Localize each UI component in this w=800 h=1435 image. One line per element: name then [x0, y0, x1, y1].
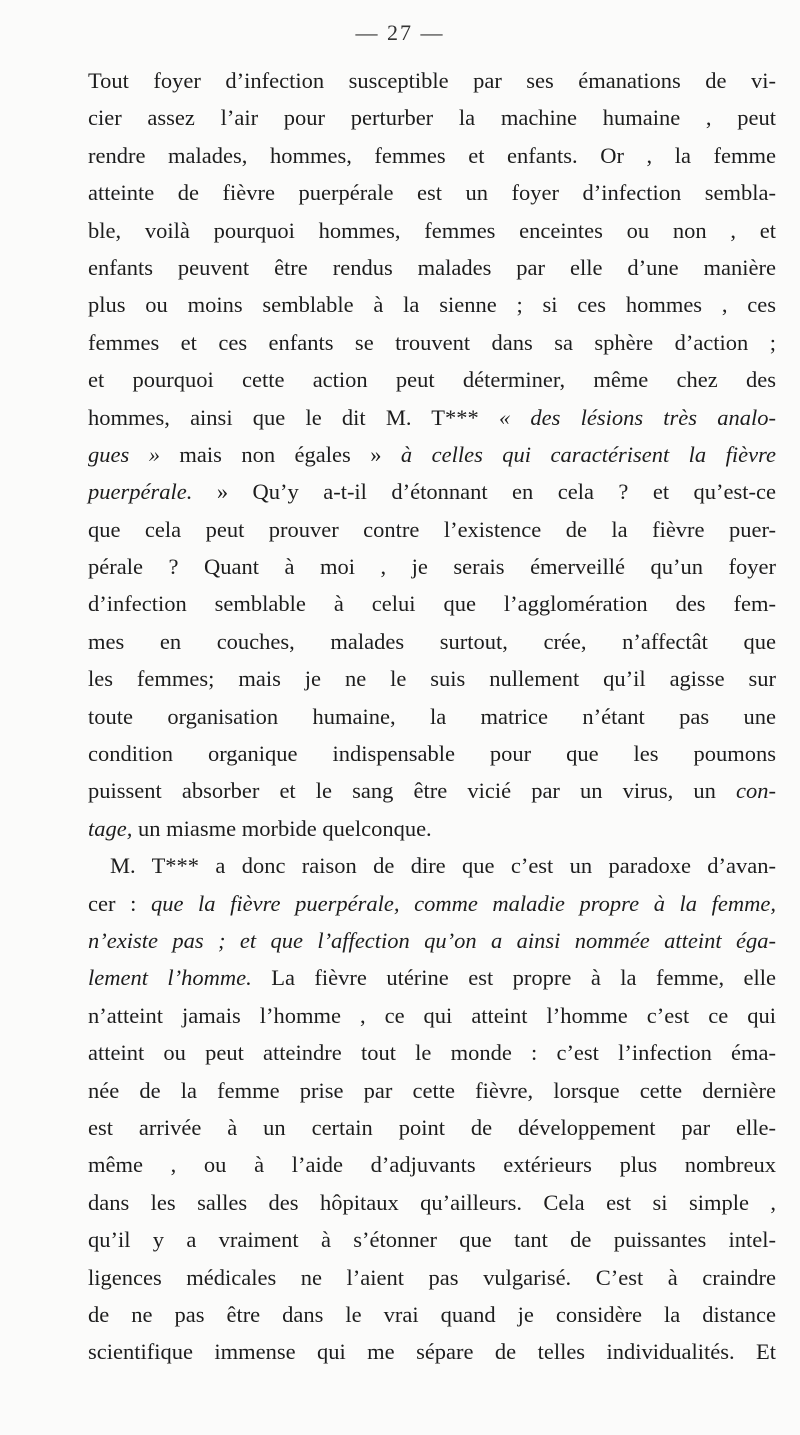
text-segment: née de la femme prise par cette fièvre, lorsque cette dernière	[88, 1077, 776, 1103]
text-line	[88, 1333, 776, 1370]
text-line	[88, 99, 776, 136]
text-line	[88, 361, 776, 398]
body-text	[88, 62, 776, 1371]
text-segment: rendre malades, hommes, femmes et enfants. Or , la femme	[88, 142, 776, 168]
text-segment: ligences médicales ne l’aient pas vulgarisé. C’est à craindre	[88, 1264, 776, 1290]
text-segment: ble, voilà pourquoi hommes, femmes enceintes ou non , et	[88, 217, 776, 243]
text-segment: femmes et ces enfants se trouvent dans sa sphère d’action ;	[88, 329, 776, 355]
text-segment: toute organisation humaine, la matrice n’étant pas une	[88, 703, 776, 729]
text-segment: cer :	[88, 890, 151, 916]
text-segment: hommes, ainsi que le dit M. T***	[88, 404, 499, 430]
text-segment: d’infection semblable à celui que l’agglomération des fem-	[88, 591, 776, 617]
italic-text-segment: puerpérale.	[88, 479, 193, 505]
italic-text-segment: « des lésions très analo-	[498, 404, 776, 430]
italic-text-segment: que la fièvre puerpérale, comme maladie propre à la femme,	[150, 890, 777, 916]
text-segment: même , ou à l’aide d’adjuvants extérieurs plus nombreux	[88, 1152, 776, 1178]
text-segment: enfants peuvent être rendus malades par elle d’une manière	[88, 254, 776, 280]
text-line	[88, 1146, 776, 1183]
text-segment: cier assez l’air pour perturber la machine humaine , peut	[88, 105, 776, 131]
text-line	[88, 885, 776, 922]
text-segment: plus ou moins semblable à la sienne ; si ces hommes , ces	[88, 292, 776, 318]
text-line	[88, 249, 776, 286]
text-line	[88, 511, 776, 548]
text-segment: qu’il y a vraiment à s’étonner que tant de puissantes intel-	[88, 1227, 776, 1253]
italic-text-segment: con-	[736, 778, 776, 804]
page-number: — 27 —	[355, 20, 445, 45]
text-segment: condition organique indispensable pour que les poumons	[88, 741, 776, 767]
italic-text-segment: n’existe pas ; et que l’affection qu’on a ainsi nommée atteint éga-	[88, 927, 776, 953]
text-line	[88, 548, 776, 585]
text-line	[88, 1109, 776, 1146]
text-segment: est arrivée à un certain point de développement par elle-	[88, 1114, 776, 1140]
text-line	[88, 399, 776, 436]
text-line	[88, 922, 776, 959]
text-segment: mais non égales »	[159, 441, 401, 467]
text-line	[88, 286, 776, 323]
italic-text-segment: lement l’homme.	[88, 965, 252, 991]
text-line	[88, 1296, 776, 1333]
text-line	[88, 212, 776, 249]
text-segment: atteinte de fièvre puerpérale est un foyer d’infection sembla-	[88, 180, 776, 206]
text-line	[88, 1259, 776, 1296]
text-segment: que cela peut prouver contre l’existence de la fièvre puer-	[88, 516, 776, 542]
text-segment: n’atteint jamais l’homme , ce qui atteint l’homme c’est ce qui	[88, 1002, 776, 1028]
text-line	[88, 436, 776, 473]
text-line	[88, 772, 776, 809]
italic-text-segment: à celles qui caractérisent la fièvre	[400, 441, 776, 467]
text-line	[88, 1034, 776, 1071]
text-line	[88, 174, 776, 211]
text-line	[88, 324, 776, 361]
text-segment: Tout foyer d’infection susceptible par ses émanations de vi-	[88, 68, 776, 93]
text-segment: un miasme morbide quelconque.	[132, 815, 432, 841]
text-line	[88, 473, 776, 510]
text-line	[88, 623, 776, 660]
text-segment: pérale ? Quant à moi , je serais émerveillé qu’un foyer	[88, 554, 776, 580]
text-segment: mes en couches, malades surtout, crée, n’affectât que	[88, 628, 776, 654]
text-line	[88, 137, 776, 174]
text-line	[88, 1072, 776, 1109]
text-segment: M. T*** a donc raison de dire que c’est un paradoxe d’avan-	[110, 853, 776, 879]
text-segment: de ne pas être dans le vrai quand je considère la distance	[88, 1301, 776, 1327]
italic-text-segment: tage,	[88, 815, 133, 841]
text-line	[88, 997, 776, 1034]
text-segment: atteint ou peut atteindre tout le monde : c’est l’infection éma-	[88, 1040, 776, 1066]
text-line	[88, 62, 776, 99]
text-segment: dans les salles des hôpitaux qu’ailleurs. Cela est si simple ,	[88, 1189, 776, 1215]
text-line	[88, 585, 776, 622]
text-segment: scientifique immense qui me sépare de telles individualités. Et	[88, 1339, 776, 1365]
text-line	[88, 810, 776, 847]
text-segment: et pourquoi cette action peut déterminer, même chez des	[88, 367, 776, 393]
text-segment: puissent absorber et le sang être vicié par un virus, un	[88, 778, 737, 804]
text-line	[88, 1221, 776, 1258]
text-line	[88, 959, 776, 996]
text-line	[88, 735, 776, 772]
text-line	[88, 1184, 776, 1221]
text-segment: les femmes; mais je ne le suis nullement qu’il agisse sur	[88, 666, 776, 692]
text-line	[88, 847, 776, 884]
italic-text-segment: gues »	[88, 441, 160, 467]
text-segment: La fièvre utérine est propre à la femme, elle	[251, 965, 776, 991]
text-line	[88, 698, 776, 735]
text-segment: » Qu’y a-t-il d’étonnant en cela ? et qu’est-ce	[192, 479, 776, 505]
text-line	[88, 660, 776, 697]
